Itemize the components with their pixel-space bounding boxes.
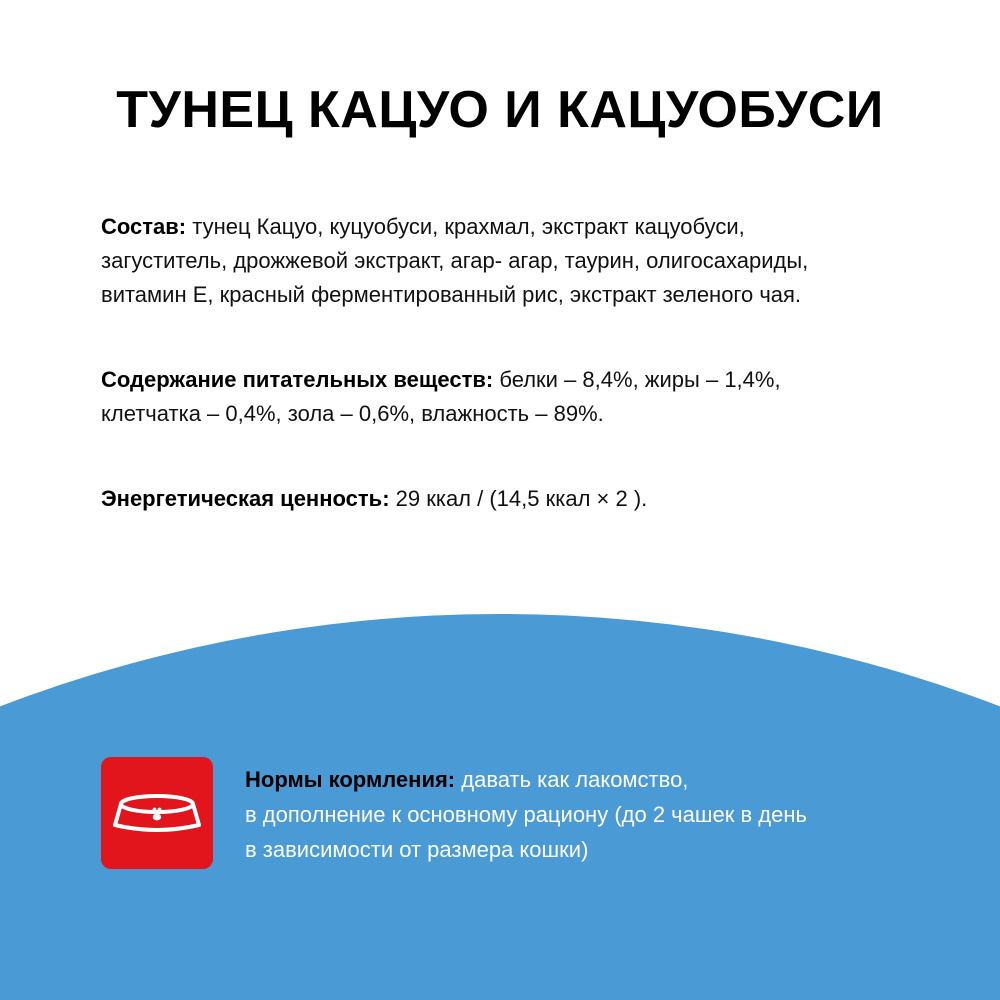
feeding-text-2: в дополнение к основному рациону (до 2 чашек в день: [245, 802, 807, 827]
feeding-paragraph: [245, 762, 945, 867]
pet-bowl-icon: [101, 757, 213, 869]
nutrients-text-1: белки – 8,4%, жиры – 1,4%,: [493, 367, 781, 392]
nutrients-line-1: [101, 363, 921, 397]
composition-text-3: витамин Е, красный ферментированный рис, экстракт зеленого чая.: [101, 282, 802, 307]
composition-line-1: [101, 210, 921, 244]
energy-paragraph: [101, 482, 921, 516]
composition-paragraph: [101, 210, 921, 312]
nutrients-text-2: клетчатка – 0,4%, зола – 0,6%, влажность – 89%.: [101, 401, 604, 426]
composition-text-2: загуститель, дрожжевой экстракт, агар- агар, таурин, олигосахариды,: [101, 248, 809, 273]
energy-line: [101, 482, 921, 516]
feeding-text-3: в зависимости от размера кошки): [245, 837, 589, 862]
pet-bowl-graphic: [101, 757, 213, 869]
energy-label: Энергетическая ценность:: [101, 486, 390, 511]
nutrients-paragraph: [101, 363, 921, 431]
composition-label: Состав:: [101, 214, 187, 239]
energy-text: 29 ккал / (14,5 ккал × 2 ).: [389, 486, 648, 511]
feeding-text-1: давать как лакомство,: [455, 767, 689, 792]
feeding-label: Нормы кормления:: [245, 767, 456, 792]
page-title: ТУНЕЦ КАЦУО И КАЦУОБУСИ: [116, 81, 884, 139]
nutrients-label: Содержание питательных веществ:: [101, 367, 494, 392]
composition-text-1: тунец Кацуо, куцуобуси, крахмал, экстракт кацуобуси,: [186, 214, 745, 239]
feeding-line-1: [245, 762, 945, 797]
